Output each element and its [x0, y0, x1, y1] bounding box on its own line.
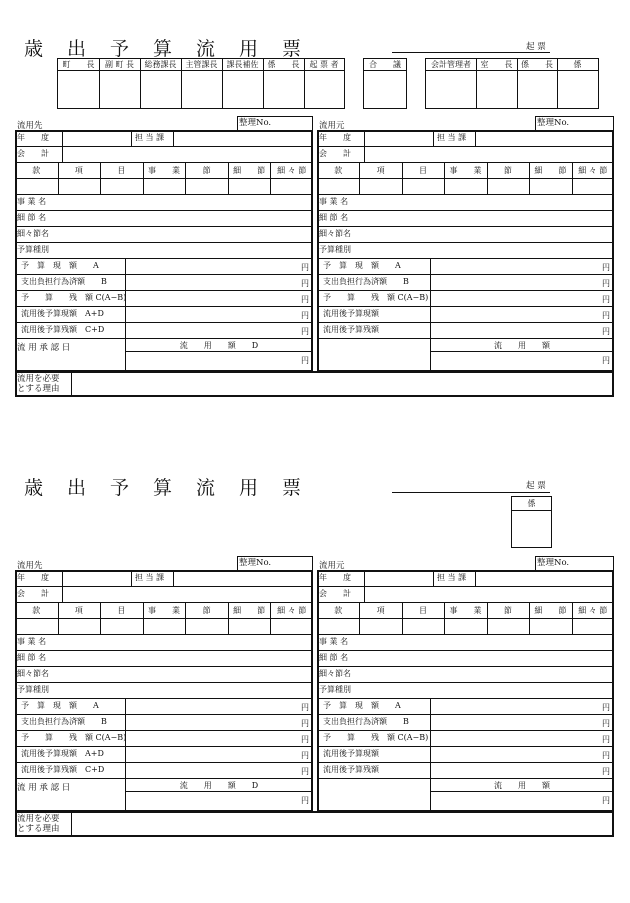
yen-unit: 円	[602, 735, 610, 744]
right-panel-frame	[317, 130, 614, 372]
yen-unit: 円	[301, 311, 309, 320]
approval-label-6: 起 票 者	[309, 60, 339, 69]
yen-unit: 円	[602, 263, 610, 272]
amount-row-label-2: 予 算 残 額 C(A−B)	[323, 733, 429, 742]
column-header-2: 目	[419, 605, 428, 615]
yen-unit: 円	[602, 796, 610, 805]
approval-label-5: 係 長	[267, 60, 300, 69]
ryuyou-moto-label: 流用元	[319, 121, 345, 131]
reason-box	[15, 371, 614, 397]
column-header-6: 細 々 節	[277, 165, 307, 175]
left-panel-frame	[15, 570, 313, 812]
amount-row-label-1: 支出負担行為済額 B	[323, 277, 409, 286]
yen-unit: 円	[602, 327, 610, 336]
rule-line	[71, 371, 72, 397]
yen-unit: 円	[602, 703, 610, 712]
amount-row-label-4: 流用後予算残額	[323, 765, 379, 774]
kaikei-label-2: 係 長	[521, 60, 553, 69]
column-header-4: 節	[202, 165, 211, 175]
column-header-2: 目	[117, 165, 126, 175]
column-header-0: 款	[334, 605, 343, 615]
row-label-0: 事 業 名	[319, 197, 349, 206]
amount-row-label-2: 予 算 残 額 C(A−B)	[21, 733, 127, 742]
reason-label-1: 流用を必要	[17, 374, 60, 384]
amount-row-label-0: 予 算 現 額 A	[21, 701, 99, 710]
ryuyou-gaku-label: 流 用 額 D	[179, 340, 259, 350]
column-header-4: 節	[503, 165, 512, 175]
row-label-2: 細々節名	[319, 229, 351, 238]
row-label-2: 細々節名	[17, 229, 49, 238]
row-label-0: 事 業 名	[319, 637, 349, 646]
ryuyou-gaku-label: 流 用 額 D	[179, 780, 259, 790]
approval-date-label: 流 用 承 認 日	[17, 783, 71, 793]
amount-row-label-0: 予 算 現 額 A	[323, 261, 401, 270]
nendo-label: 年 度	[319, 133, 351, 142]
column-header-5: 細 節	[534, 165, 567, 175]
approval-label-4: 課長補佐	[226, 60, 259, 69]
yen-unit: 円	[602, 767, 610, 776]
row-label-3: 予算種別	[17, 685, 49, 694]
kihyo-label: 起 票	[526, 481, 546, 491]
column-header-0: 款	[334, 165, 343, 175]
nendo-label: 年 度	[17, 133, 49, 142]
kaikei-label: 会 計	[319, 589, 351, 598]
amount-row-label-2: 予 算 残 額 C(A−B)	[323, 293, 429, 302]
row-label-2: 細々節名	[319, 669, 351, 678]
column-header-5: 細 節	[233, 605, 266, 615]
kaikei-label: 会 計	[17, 589, 49, 598]
yen-unit: 円	[602, 279, 610, 288]
seiri-no-label: 整理No.	[239, 118, 272, 128]
amount-row-label-4: 流用後予算残額	[323, 325, 379, 334]
ryuyou-saki-label: 流用先	[17, 561, 43, 571]
amount-row-label-1: 支出負担行為済額 B	[323, 717, 409, 726]
yen-unit: 円	[301, 263, 309, 272]
row-label-1: 細 節 名	[17, 213, 47, 222]
seiri-no-label: 整理No.	[537, 558, 570, 568]
left-panel-frame	[15, 130, 313, 372]
kihyo-label: 起 票	[526, 42, 546, 52]
column-header-0: 款	[32, 605, 41, 615]
yen-unit: 円	[301, 356, 309, 365]
column-header-6: 細 々 節	[277, 605, 307, 615]
column-header-2: 目	[117, 605, 126, 615]
kaikei-label-3: 係	[573, 60, 582, 69]
column-header-1: 項	[74, 605, 83, 615]
column-header-5: 細 節	[534, 605, 567, 615]
tantou-ka-label: 担 当 課	[135, 573, 165, 582]
amount-row-label-4: 流用後予算残額 C+D	[21, 325, 105, 334]
yen-unit: 円	[301, 295, 309, 304]
tantou-ka-label: 担 当 課	[437, 133, 467, 142]
amount-row-label-2: 予 算 残 額 C(A−B)	[21, 293, 127, 302]
yen-unit: 円	[301, 735, 309, 744]
form-title: 歳出予算流用票	[24, 38, 326, 60]
reason-label-2: とする理由	[17, 824, 60, 834]
kakari-label: 係	[527, 499, 536, 508]
kaikei-label-0: 会計管理者	[431, 60, 471, 69]
yen-unit: 円	[301, 703, 309, 712]
form-title: 歳出予算流用票	[24, 477, 326, 499]
reason-box	[15, 811, 614, 837]
amount-row-label-3: 流用後予算現額 A+D	[21, 749, 104, 758]
rule-line	[71, 811, 72, 837]
amount-row-label-0: 予 算 現 額 A	[21, 261, 99, 270]
approval-date-label: 流 用 承 認 日	[17, 343, 71, 353]
column-header-4: 節	[503, 605, 512, 615]
approval-label-3: 主管課長	[185, 60, 218, 69]
approval-label-0: 町 長	[62, 60, 95, 69]
approval-label-2: 総務課長	[144, 60, 177, 69]
column-header-4: 節	[202, 605, 211, 615]
row-label-3: 予算種別	[17, 245, 49, 254]
yen-unit: 円	[301, 796, 309, 805]
column-header-3: 事 業	[147, 605, 180, 615]
goushi-label: 合 議	[369, 60, 401, 69]
column-header-2: 目	[419, 165, 428, 175]
approval-label-1: 副 町 長	[104, 60, 135, 69]
reason-label-2: とする理由	[17, 384, 60, 394]
column-header-1: 項	[376, 165, 385, 175]
column-header-3: 事 業	[449, 165, 482, 175]
tantou-ka-label: 担 当 課	[437, 573, 467, 582]
reason-label-1: 流用を必要	[17, 814, 60, 824]
yen-unit: 円	[301, 719, 309, 728]
yen-unit: 円	[602, 295, 610, 304]
column-header-3: 事 業	[449, 605, 482, 615]
amount-row-label-0: 予 算 現 額 A	[323, 701, 401, 710]
yen-unit: 円	[602, 719, 610, 728]
row-label-3: 予算種別	[319, 685, 351, 694]
ryuyou-saki-label: 流用先	[17, 121, 43, 131]
yen-unit: 円	[301, 279, 309, 288]
ryuyou-moto-label: 流用元	[319, 561, 345, 571]
yen-unit: 円	[602, 311, 610, 320]
row-label-3: 予算種別	[319, 245, 351, 254]
ryuyou-gaku-label: 流 用 額	[494, 780, 550, 790]
column-header-1: 項	[376, 605, 385, 615]
column-header-3: 事 業	[147, 165, 180, 175]
yen-unit: 円	[301, 751, 309, 760]
row-label-0: 事 業 名	[17, 637, 47, 646]
right-panel-frame	[317, 570, 614, 812]
yen-unit: 円	[602, 356, 610, 365]
seiri-no-label: 整理No.	[239, 558, 272, 568]
row-label-0: 事 業 名	[17, 197, 47, 206]
column-header-6: 細 々 節	[578, 605, 608, 615]
tantou-ka-label: 担 当 課	[135, 133, 165, 142]
seiri-no-label: 整理No.	[537, 118, 570, 128]
amount-row-label-3: 流用後予算現額	[323, 749, 379, 758]
nendo-label: 年 度	[319, 573, 351, 582]
yen-unit: 円	[301, 767, 309, 776]
column-header-6: 細 々 節	[578, 165, 608, 175]
ryuyou-gaku-label: 流 用 額	[494, 340, 550, 350]
amount-row-label-1: 支出負担行為済額 B	[21, 717, 107, 726]
nendo-label: 年 度	[17, 573, 49, 582]
amount-row-label-4: 流用後予算残額 C+D	[21, 765, 105, 774]
kaikei-label-1: 室 長	[480, 60, 513, 69]
kaikei-label: 会 計	[319, 149, 351, 158]
column-header-1: 項	[74, 165, 83, 175]
yen-unit: 円	[602, 751, 610, 760]
row-label-1: 細 節 名	[319, 653, 349, 662]
column-header-5: 細 節	[233, 165, 266, 175]
amount-row-label-3: 流用後予算現額	[323, 309, 379, 318]
row-label-1: 細 節 名	[17, 653, 47, 662]
kaikei-label: 会 計	[17, 149, 49, 158]
amount-row-label-1: 支出負担行為済額 B	[21, 277, 107, 286]
row-label-1: 細 節 名	[319, 213, 349, 222]
yen-unit: 円	[301, 327, 309, 336]
row-label-2: 細々節名	[17, 669, 49, 678]
amount-row-label-3: 流用後予算現額 A+D	[21, 309, 104, 318]
column-header-0: 款	[32, 165, 41, 175]
